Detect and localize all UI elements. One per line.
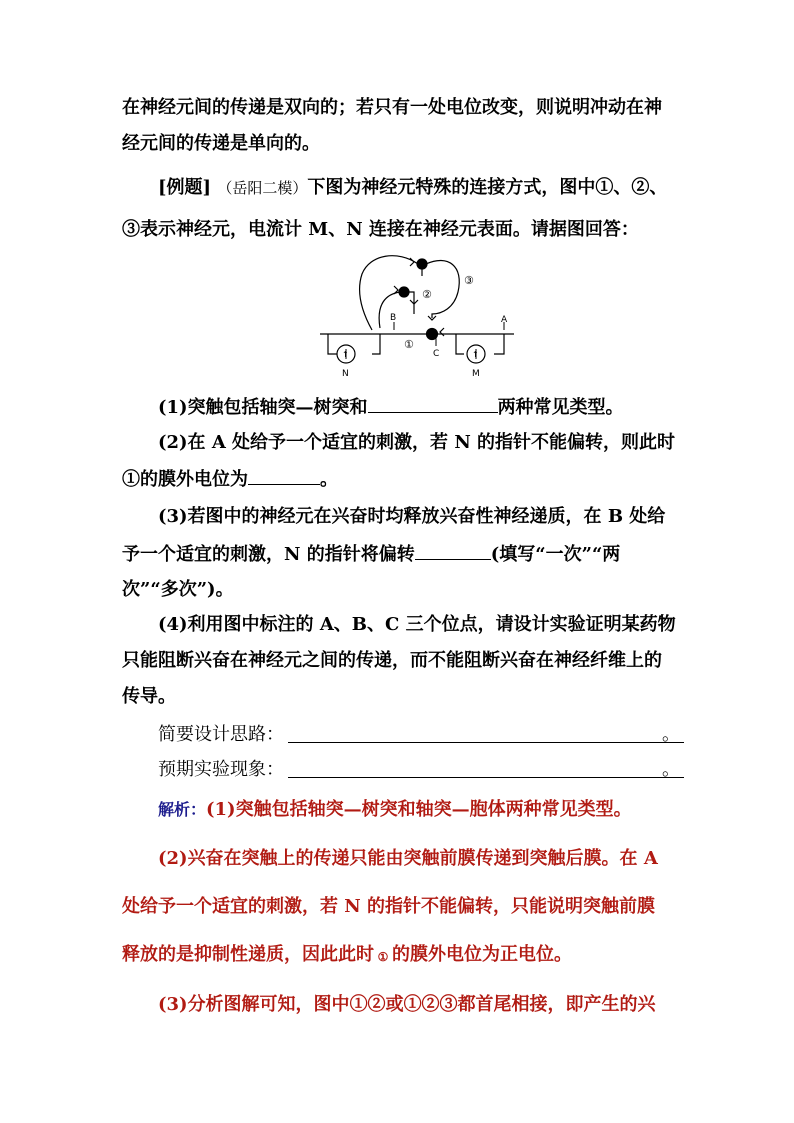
neuron-diagram <box>318 252 518 380</box>
design-label: 简要设计思路： <box>158 724 284 745</box>
analysis-2-line2: 处给予一个适宜的刺激，若 N 的指针不能偏转，只能说明突触前膜 <box>122 896 655 917</box>
question-4-line2: 只能阻断兴奋在神经元之间的传递，而不能阻断兴奋在神经纤维上的 <box>122 650 662 671</box>
expect-label: 预期实验现象： <box>158 759 284 780</box>
expect-end: 。 <box>662 759 680 780</box>
question-3-line2 <box>122 543 682 566</box>
svg-text:↑: ↑ <box>342 350 349 359</box>
synapse-right <box>440 328 444 336</box>
label-a: A <box>501 315 508 325</box>
label-m: M <box>472 369 480 379</box>
expect-answer-line[interactable] <box>288 777 684 778</box>
label-n3: ③ <box>464 274 474 287</box>
a3-post: 都首尾相接，即产生的兴 <box>457 994 656 1015</box>
svg-text:↑: ↑ <box>472 350 479 359</box>
neuron-1-circle: ① <box>377 950 389 964</box>
a3-circles-2: ①②③ <box>403 994 458 1015</box>
text-line: ③表示神经元，电流计 M、N 连接在神经元表面。请据图回答： <box>122 219 639 240</box>
analysis-label: 解析： <box>158 800 207 819</box>
example-text: 下图为神经元特殊的连接方式，图中①、②、 <box>307 177 668 198</box>
a2-line3-pre: 释放的是抑制性递质，因此此时 <box>122 944 374 965</box>
question-2-line2 <box>122 468 682 491</box>
q1-text: (1)突触包括轴突—树突和 <box>158 397 368 418</box>
a2-line3-post: 的膜外电位为正电位。 <box>392 944 572 965</box>
a1-num: (1) <box>206 799 236 820</box>
question-2: (2)在 A 处给予一个适宜的刺激，若 N 的指针不能偏转，则此时 <box>158 432 676 453</box>
q3-text: 予一个适宜的刺激，N 的指针将偏转 <box>122 544 415 565</box>
q2-text-end: 。 <box>320 469 338 490</box>
label-b: B <box>390 313 397 323</box>
analysis-1 <box>158 799 718 821</box>
text-line: 在神经元间的传递是双向的；若只有一处电位改变，则说明冲动在神 <box>122 97 662 118</box>
label-n: N <box>342 369 349 379</box>
example-source: （岳阳二模） <box>217 179 308 197</box>
a1-text: 突触包括轴突—树突和轴突—胞体两种常见类型。 <box>235 799 632 820</box>
meter-n-wire-right <box>372 334 380 354</box>
neuron-1-body <box>427 329 438 340</box>
synapse-top <box>410 258 414 266</box>
question-4-line3: 传导。 <box>122 686 176 707</box>
neuron-2-body <box>399 287 409 297</box>
a3-circles-1: ①② <box>349 994 386 1015</box>
question-1 <box>158 396 718 419</box>
example-heading <box>158 177 718 199</box>
question-3: (3)若图中的神经元在兴奋时均释放兴奋性神经递质，在 B 处给 <box>158 506 666 527</box>
a2-num: (2) <box>158 848 188 869</box>
design-answer-line[interactable] <box>288 742 684 743</box>
design-end: 。 <box>662 724 680 745</box>
q1-answer-blank[interactable] <box>368 396 498 413</box>
a3-num: (3) <box>158 994 188 1015</box>
question-4: (4)利用图中标注的 A、B、C 三个位点，请设计实验证明某药物 <box>158 614 676 635</box>
meter-m-wire-right <box>494 334 504 354</box>
analysis-2-line3 <box>122 944 682 966</box>
neuron-3-body <box>417 259 427 269</box>
meter-m-wire-left <box>456 334 464 354</box>
a2-line1: 兴奋在突触上的传递只能由突触前膜传递到突触后膜。在 A <box>187 848 658 869</box>
label-c: C <box>433 349 440 359</box>
label-n2: ② <box>422 288 432 301</box>
analysis-3 <box>158 994 718 1016</box>
example-tag: [例题] <box>158 177 212 198</box>
a3-mid: 或 <box>385 994 404 1015</box>
q2-answer-blank[interactable] <box>248 468 320 485</box>
q3-answer-blank[interactable] <box>415 543 491 560</box>
question-3-line3: 次”“多次”)。 <box>122 579 234 600</box>
q2-text: ①的膜外电位为 <box>122 469 248 490</box>
meter-n-wire-left <box>328 334 336 354</box>
label-n1: ① <box>404 338 414 351</box>
a3-pre: 分析图解可知，图中 <box>187 994 350 1015</box>
analysis-2 <box>158 848 718 870</box>
q1-text-end: 两种常见类型。 <box>497 397 624 418</box>
q3-text-end: (填写“一次”“两 <box>490 544 621 565</box>
text-line: 经元间的传递是单向的。 <box>122 133 320 154</box>
